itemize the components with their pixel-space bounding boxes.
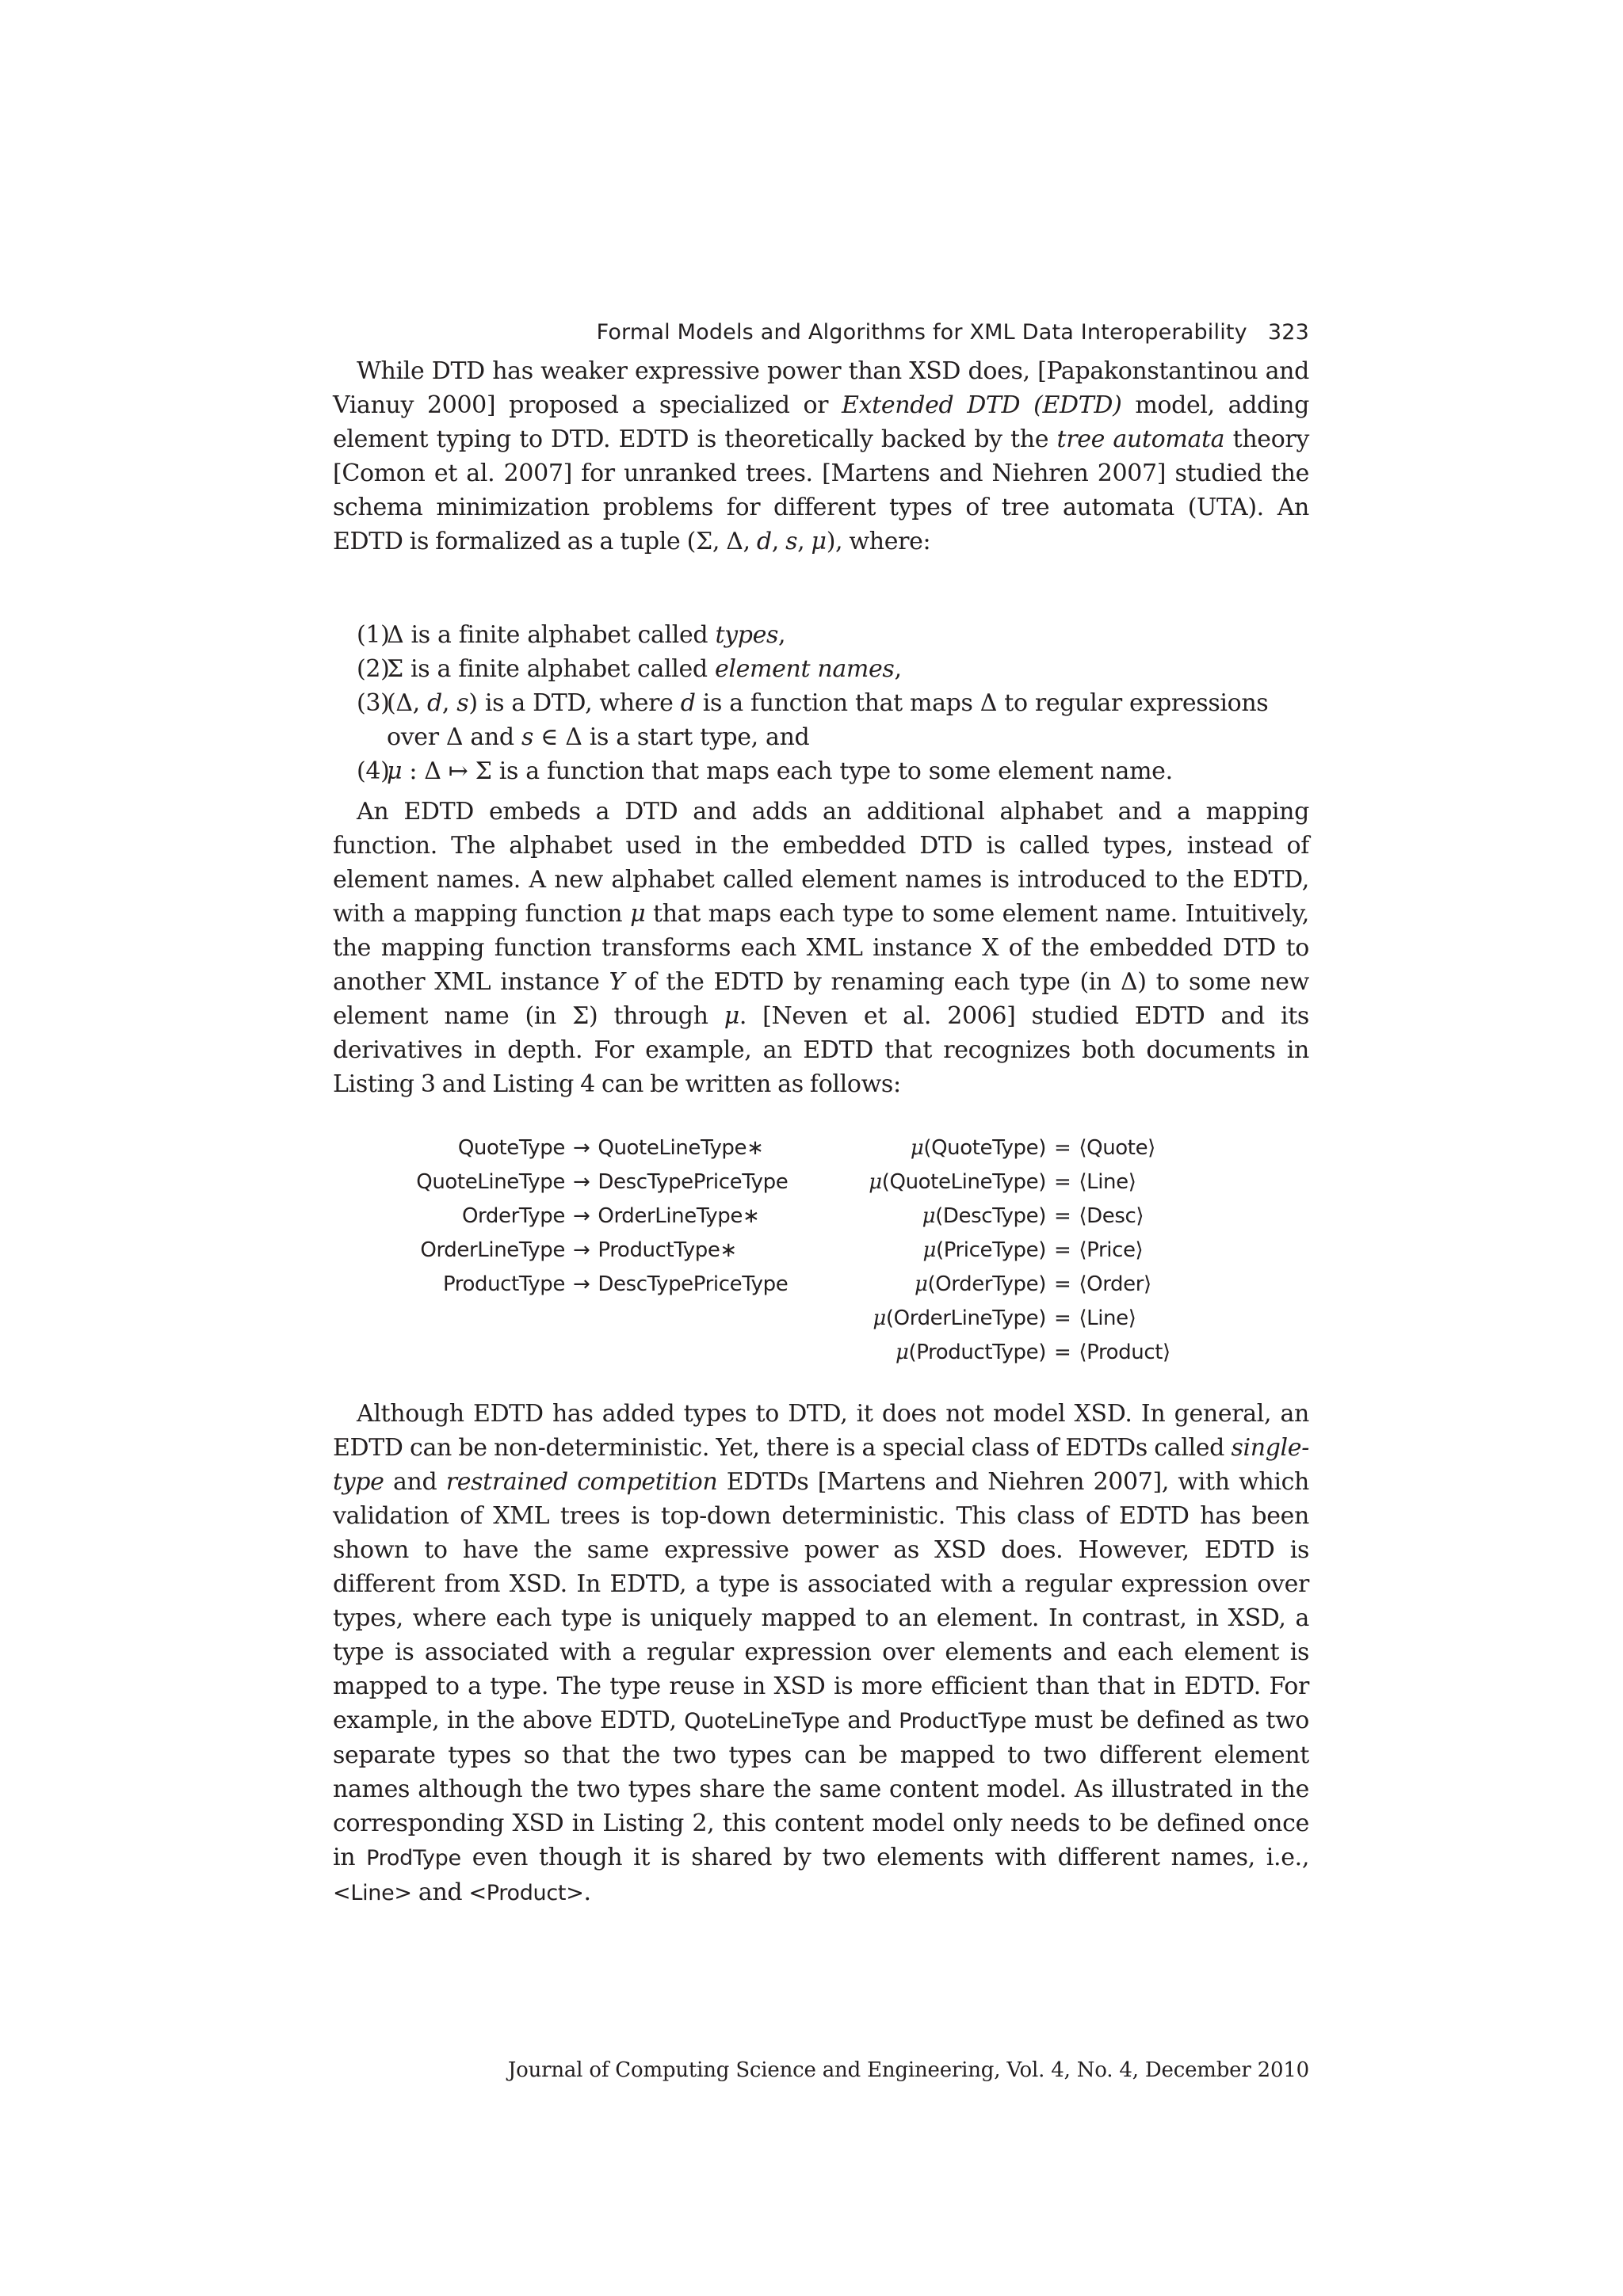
italic-symbol: μ (811, 528, 827, 555)
mapping-rule (808, 1165, 1323, 1199)
italic-term: Extended DTD (EDTD) (842, 391, 1122, 419)
text-run: theory [Comon et al. 2007] for unranked trees. [Martens and Niehren 2007] studied the schema minimization problems for different types of tree automata (UTA). An EDTD is formalized as a tuple (Σ, Δ, (333, 425, 1310, 555)
paragraph-edtd-vs-xsd (333, 1397, 1309, 1910)
text-run: model, adding element typing to DTD. EDTD is theoretically backed by the (333, 391, 1309, 453)
production-arrow: → (573, 1204, 590, 1228)
italic-symbol: μ (630, 900, 646, 928)
text-run: ∈ Δ is a start type, and (533, 723, 810, 751)
text-run: Δ is a finite alphabet called (387, 621, 716, 649)
text-run: and (839, 1707, 899, 1734)
text-run: An EDTD embeds a DTD and adds an additional alphabet and a mapping function. The alphabet used in the embedded DTD is called types, instead of element names. A new alphabet called element names is introduced to the EDTD, with a mapping function (333, 798, 1309, 928)
production-lhs: OrderType (461, 1204, 565, 1228)
mapping-element: ⟨Line⟩ (1079, 1170, 1136, 1194)
mapping-lhs (808, 1234, 1046, 1268)
production-rhs: ProductType∗ (598, 1238, 737, 1262)
mu-symbol: μ (910, 1136, 924, 1160)
text-run: , (797, 528, 812, 555)
list-item (333, 754, 1309, 788)
mapping-element: ⟨Desc⟩ (1079, 1204, 1144, 1228)
production-arrow: → (573, 1238, 590, 1262)
production-rhs: QuoteLineType∗ (598, 1136, 764, 1160)
italic-symbol: s (456, 689, 469, 717)
journal-footer: Journal of Computing Science and Engineering, Vol. 4, No. 4, December 2010 (507, 2058, 1309, 2082)
text-run: Σ is a finite alphabet called (387, 655, 715, 683)
text-run: that maps each type to some element name. Intuitively, the mapping function transforms each XML instance X of the embedded DTD to another XML instance (333, 900, 1309, 996)
mu-symbol: μ (922, 1204, 936, 1228)
italic-term: tree automata (1056, 425, 1225, 453)
italic-symbol: s (785, 528, 798, 555)
mu-symbol: μ (873, 1306, 886, 1330)
definition-list (333, 618, 1309, 788)
italic-symbol: s (521, 723, 533, 751)
code-term: ProdType (366, 1846, 461, 1871)
code-term: ProductType (899, 1709, 1027, 1733)
text-run: , (778, 621, 786, 649)
text-run: Although EDTD has added types to DTD, it does not model XSD. In general, an EDTD can be non-deterministic. Yet, there is a special class of EDTDs called (333, 1400, 1309, 1462)
production-lhs: OrderLineType (420, 1238, 565, 1262)
production-arrow: → (573, 1170, 590, 1194)
text-run: , (441, 689, 457, 717)
mu-symbol: μ (922, 1238, 936, 1262)
mu-symbol: μ (915, 1272, 928, 1296)
equals-sign: = (1054, 1238, 1071, 1262)
mapping-rule (808, 1199, 1323, 1234)
mapping-element: ⟨Quote⟩ (1079, 1136, 1155, 1160)
equals-sign: = (1054, 1341, 1071, 1364)
production-rhs: DescTypePriceType (598, 1272, 789, 1296)
paragraph-edtd-explanation (333, 795, 1309, 1101)
list-item (333, 652, 1309, 686)
mapping-element: ⟨Line⟩ (1079, 1306, 1136, 1330)
mapping-element: ⟨Product⟩ (1079, 1341, 1170, 1364)
mapping-rule (808, 1268, 1323, 1302)
running-title: Formal Models and Algorithms for XML Data Interoperability (596, 320, 1247, 345)
italic-symbol: d (680, 689, 696, 717)
text-run: ) is a DTD, where (468, 689, 681, 717)
list-number: (3) (357, 689, 390, 717)
text-run: and (384, 1468, 446, 1496)
running-header (333, 320, 1309, 345)
page-number: 323 (1267, 320, 1309, 345)
production-rule (333, 1131, 789, 1165)
production-rule (333, 1234, 789, 1268)
text-run: , (894, 655, 902, 683)
italic-symbol: μ (724, 1002, 739, 1030)
italic-symbol: Y (609, 968, 624, 996)
italic-term: element names (714, 655, 895, 683)
text-run: While DTD has weaker expressive power than XSD does, [Papakonstantinou and Vianuy 2000] proposed a specialized or (333, 357, 1309, 419)
text-run: . (583, 1878, 591, 1906)
text-run: , (771, 528, 786, 555)
list-item (333, 686, 1309, 754)
text-run: and (411, 1878, 469, 1906)
mapping-lhs (808, 1302, 1046, 1336)
text-run: is a function that maps Δ to regular expressions over Δ and (387, 689, 1269, 751)
mapping-lhs (808, 1165, 1046, 1199)
text-run: must be defined as two separate types so that the two types can be mapped to two different element names although the two types share the same content model. As illustrated in the corresponding XSD in Listing 2, this content model only needs to be defined once in (333, 1707, 1310, 1871)
italic-term: single-type (333, 1434, 1309, 1496)
paragraph-edtd-intro (333, 354, 1309, 559)
text-run: EDTDs [Martens and Niehren 2007], with which validation of XML trees is top-down deterministic. This class of EDTD has been shown to have the same expressive power as XSD does. However, EDTD is different from XSD. In EDTD, a type is associated with a regular expression over types, where each type is uniquely mapped to an element. In contrast, in XSD, a type is associated with a regular expression over elements and each element is mapped to a type. The type reuse in XSD is more efficient than that in EDTD. For example, in the above EDTD, (333, 1468, 1310, 1734)
production-rule (333, 1268, 789, 1302)
list-number: (1) (357, 621, 390, 649)
mapping-argument: (PriceType) (935, 1238, 1046, 1262)
production-lhs: ProductType (442, 1272, 565, 1296)
mapping-argument: (QuoteLineType) (881, 1170, 1046, 1194)
mapping-argument: (DescType) (935, 1204, 1046, 1228)
list-item (333, 618, 1309, 652)
equals-sign: = (1054, 1136, 1071, 1160)
production-rhs: DescTypePriceType (598, 1170, 789, 1194)
italic-symbol: μ (387, 757, 403, 785)
mapping-argument: (QuoteType) (923, 1136, 1046, 1160)
production-lhs: QuoteType (457, 1136, 565, 1160)
mu-symbol: μ (895, 1341, 909, 1364)
code-term: <Line> (333, 1881, 412, 1905)
italic-symbol: d (756, 528, 772, 555)
mapping-lhs (808, 1268, 1046, 1302)
mapping-element: ⟨Order⟩ (1079, 1272, 1151, 1296)
equals-sign: = (1054, 1272, 1071, 1296)
mapping-rule (808, 1234, 1323, 1268)
production-rule (333, 1165, 789, 1199)
italic-term: types (715, 621, 779, 649)
text-run: : Δ ↦ Σ is a function that maps each type to some element name. (402, 757, 1173, 785)
edtd-example-display (333, 1131, 1309, 1385)
text-run: of the EDTD by renaming each type (in Δ) to some new element name (in Σ) through (333, 968, 1309, 1030)
mu-symbol: μ (869, 1170, 882, 1194)
production-arrow: → (573, 1272, 590, 1296)
list-number: (4) (357, 757, 390, 785)
mapping-element: ⟨Price⟩ (1079, 1238, 1144, 1262)
italic-symbol: d (427, 689, 442, 717)
mapping-argument: (ProductType) (908, 1341, 1046, 1364)
mapping-rule (808, 1336, 1323, 1370)
production-rules (333, 1131, 789, 1302)
list-number: (2) (357, 655, 390, 683)
code-term: QuoteLineType (684, 1709, 840, 1733)
mapping-lhs (808, 1336, 1046, 1370)
equals-sign: = (1054, 1306, 1071, 1330)
text-run: even though it is shared by two elements with different names, i.e., (460, 1844, 1310, 1871)
code-term: <Product> (468, 1881, 584, 1905)
italic-term: restrained competition (445, 1468, 718, 1496)
production-rule (333, 1199, 789, 1234)
mapping-lhs (808, 1199, 1046, 1234)
equals-sign: = (1054, 1170, 1071, 1194)
text-run: ), where: (826, 528, 931, 555)
mapping-argument: (OrderLineType) (885, 1306, 1046, 1330)
production-arrow: → (573, 1136, 590, 1160)
text-run: . [Neven et al. 2006] studied EDTD and its derivatives in depth. For example, an EDTD that recognizes both documents in Listing 3 and Listing 4 can be written as follows: (333, 1002, 1309, 1098)
text-run: (Δ, (387, 689, 428, 717)
mapping-rule (808, 1131, 1323, 1165)
equals-sign: = (1054, 1204, 1071, 1228)
mapping-rule (808, 1302, 1323, 1336)
mapping-lhs (808, 1131, 1046, 1165)
production-lhs: QuoteLineType (416, 1170, 565, 1194)
mapping-rules (808, 1131, 1323, 1370)
production-rhs: OrderLineType∗ (598, 1204, 760, 1228)
mapping-argument: (OrderType) (927, 1272, 1046, 1296)
